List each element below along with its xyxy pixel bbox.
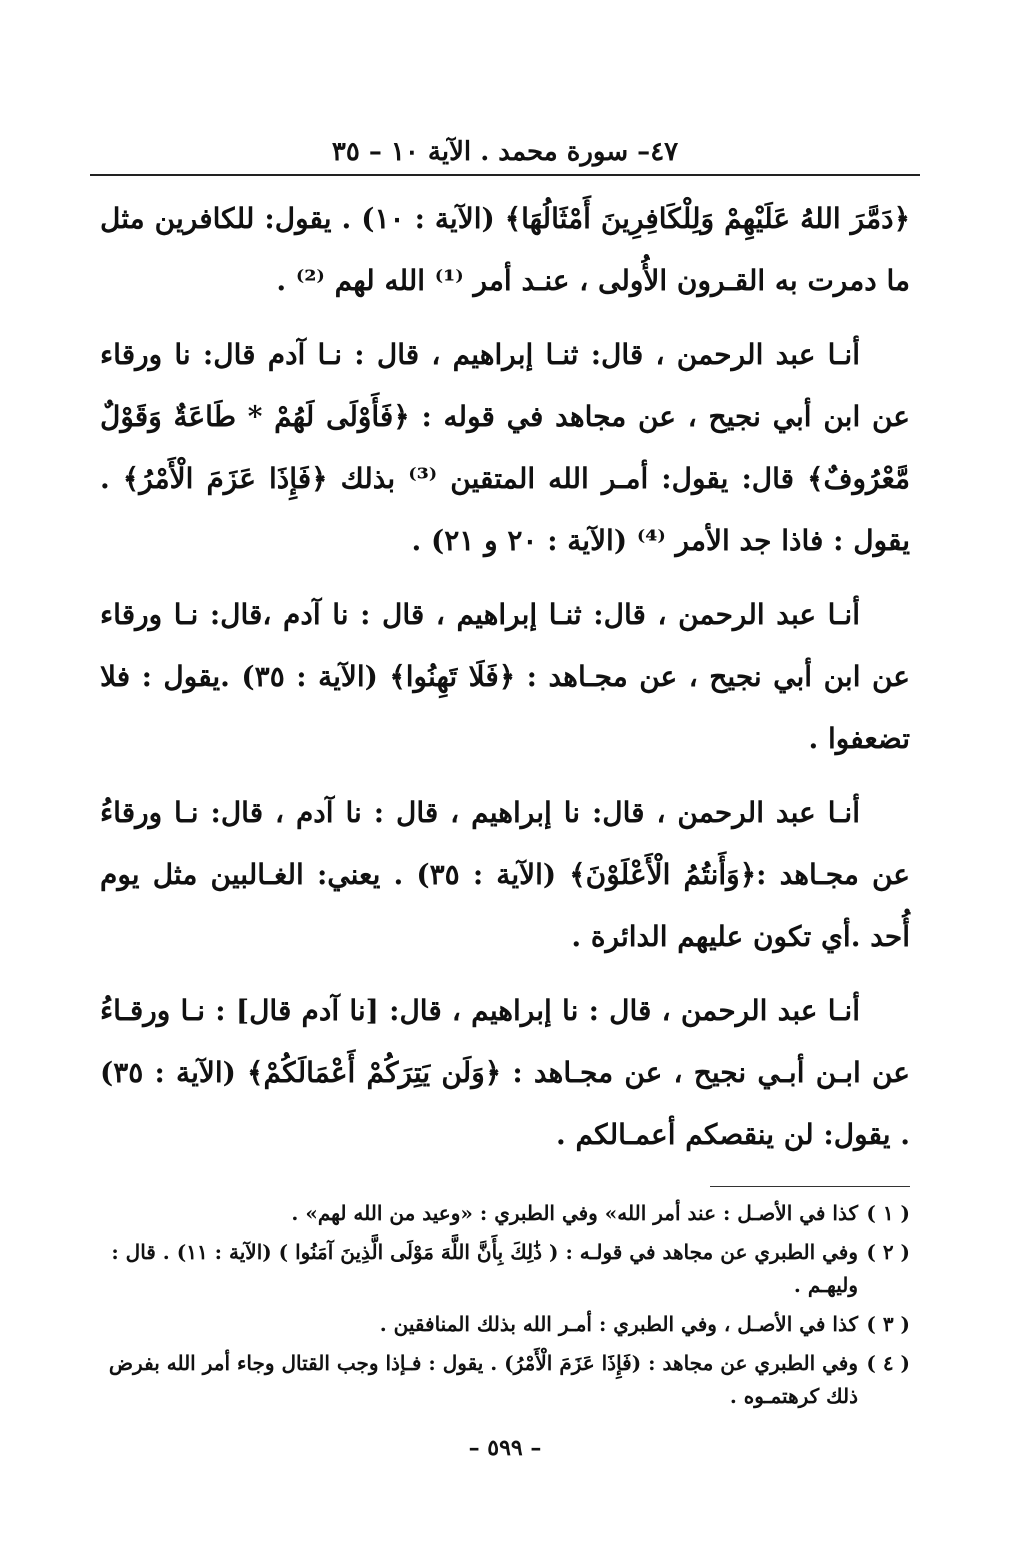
footnote-number: ( ٤ ) [866, 1351, 910, 1375]
footnote-text: وفي الطبري عن مجاهد في قولـه : ( ذَٰلِكَ بِأَنَّ اللَّهَ مَوْلَى الَّذِينَ آمَنُوا ) (الآية : ١١) . قال : وليهـم . [111, 1240, 858, 1297]
footnotes [100, 1197, 910, 1413]
paragraph: أنـا عبد الرحمن ، قال: ثنـا إبراهيم ، قال : نـا آدم قال: نا ورقاء عن ابن أبي نجيح ، عن مجاهد في قوله : ﴿فَأَوْلَى لَهُمْ * طَاعَةٌ وَقَوْلٌ مَّعْرُوفٌ﴾ قال: يقول: أمـر الله المتقين ⁽³⁾ بذلك ﴿فَإِذَا عَزَمَ الْأَمْرُ﴾ . يقول : فاذا جد الأمر ⁽⁴⁾ (الآية : ٢٠ و ٢١) . [100, 338, 910, 557]
running-header: ٤٧– سورة محمد . الآية ١٠ – ٣٥ [331, 137, 679, 167]
footnote [100, 1308, 910, 1341]
paragraph: أنـا عبد الرحمن ، قال: ثنـا إبراهيم ، قال : نا آدم ،قال: نـا ورقاء عن ابن أبي نجيح ، عن مجـاهد : ﴿فَلَا تَهِنُوا﴾ (الآية : ٣٥) .يقول : فلا تضعفوا . [100, 598, 910, 755]
footnote-text: كذا في الأصـل : عند أمر الله» وفي الطبري : «وعيد من الله لهم» . [291, 1201, 858, 1225]
footnote [100, 1236, 910, 1302]
header-rule [90, 174, 920, 176]
paragraph: ﴿دَمَّرَ اللهُ عَلَيْهِمْ وَلِلْكَافِرِينَ أَمْثَالُهَا﴾ (الآية : ١٠) . يقول: للكافرين مثل ما دمرت به القـرون الأُولى ، عنـد أمر ⁽¹⁾ الله لهم ⁽²⁾ . [100, 202, 910, 297]
main-text [100, 188, 910, 1166]
footnote-text: كذا في الأصـل ، وفي الطبري : أمـر الله بذلك المنافقين . [379, 1312, 858, 1336]
footnote-number: ( ١ ) [866, 1201, 910, 1225]
footnote [100, 1347, 910, 1413]
footnote-number: ( ٣ ) [866, 1312, 910, 1336]
page [100, 130, 910, 1461]
footnote-number: ( ٢ ) [866, 1240, 910, 1264]
footnote [100, 1197, 910, 1230]
paragraph: أنـا عبد الرحمن ، قال: نا إبراهيم ، قال : نا آدم ، قال: نـا ورقاءُ عن مجـاهد :﴿وَأَنتُمُ الْأَعْلَوْنَ﴾ (الآية : ٣٥) . يعني: الغـالبين مثل يوم أُحد .أي تكون عليهم الدائرة . [100, 796, 910, 953]
footnote-text: وفي الطبري عن مجاهد : (فَإِذَا عَزَمَ الْأَمْرُ) . يقول : فـإذا وجب القتال وجاء أمر الله بفرض ذلك كرهتمـوه . [108, 1351, 858, 1408]
paragraph: أنـا عبد الرحمن ، قال : نا إبراهيم ، قال: [نا آدم قال] : نـا ورقـاءُ عن ابـن أبـي نجيح ، عن مجـاهد : ﴿وَلَن يَتِرَكُمْ أَعْمَالَكُمْ﴾ (الآية : ٣٥) . يقول: لن ينقصكم أعمـالكم . [100, 994, 910, 1151]
footnote-rule [710, 1186, 910, 1187]
page-number: – ٥٩٩ – [468, 1435, 542, 1461]
